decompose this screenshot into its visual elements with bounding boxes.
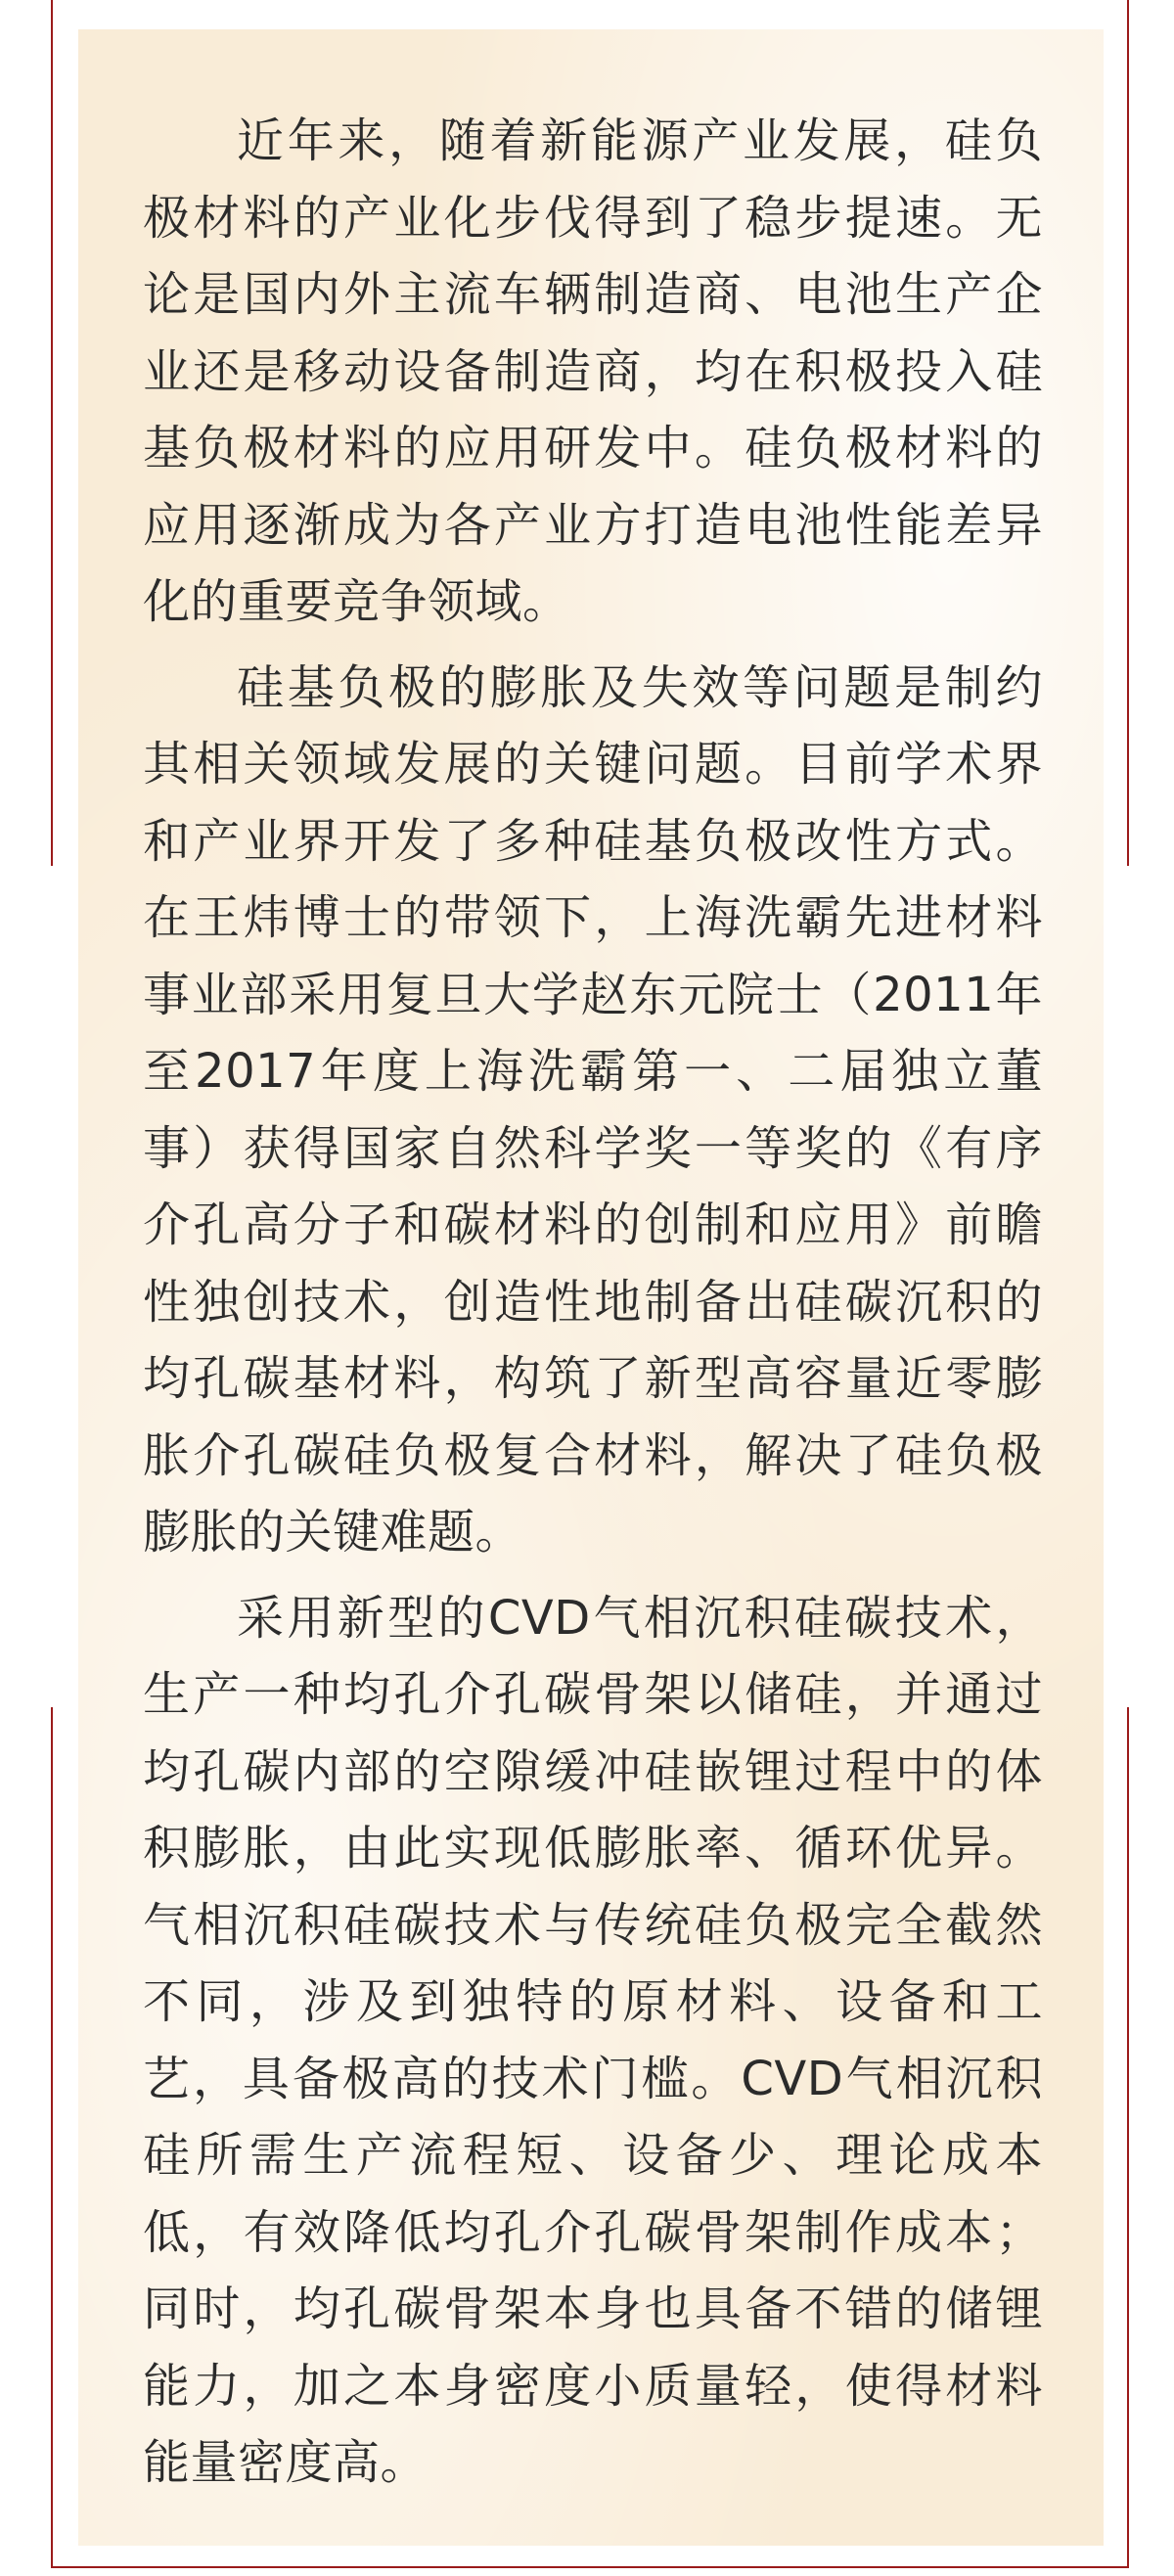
frame-right-bottom-line [1127,1707,1129,2568]
paragraph-3: 采用新型的CVD气相沉积硅碳技术，生产一种均孔介孔碳骨架以储硅，并通过均孔碳内部的空隙缓冲硅嵌锂过程中的体积膨胀，由此实现低膨胀率、循环优异。气相沉积硅碳技术与传统硅负极完全截然不同，涉及到独特的原材料、设备和工艺，具备极高的技术门槛。CVD气相沉积硅所需生产流程短、设备少、理论成本低，有效降低均孔介孔碳骨架制作成本；同时，均孔碳骨架本身也具备不错的储锂能力，加之本身密度小质量轻，使得材料能量密度高。 [143,1590,1043,2490]
frame-bottom-line [51,2566,1129,2568]
article-panel [78,29,1104,2546]
paragraph-2: 硅基负极的膨胀及失效等问题是制约其相关领域发展的关键问题。目前学术界和产业界开发了多种硅基负极改性方式。在王炜博士的带领下，上海洗霸先进材料事业部采用复旦大学赵东元院士（2011年至2017年度上海洗霸第一、二届独立董事）获得国家自然科学奖一等奖的《有序介孔高分子和碳材料的创制和应用》前瞻性独创技术，创造性地制备出硅碳沉积的均孔碳基材料，构筑了新型高容量近零膨胀介孔碳硅负极复合材料，解决了硅负极膨胀的关键难题。 [143,659,1043,1559]
paragraph-1: 近年来，随着新能源产业发展，硅负极材料的产业化步伐得到了稳步提速。无论是国内外主流车辆制造商、电池生产企业还是移动设备制造商，均在积极投入硅基负极材料的应用研发中。硅负极材料的应用逐渐成为各产业方打造电池性能差异化的重要竞争领域。 [143,113,1043,629]
frame-left-top-line [51,0,53,866]
article-body [143,103,1043,2510]
frame-right-top-line [1127,0,1129,866]
frame-left-bottom-line [51,1707,53,2568]
